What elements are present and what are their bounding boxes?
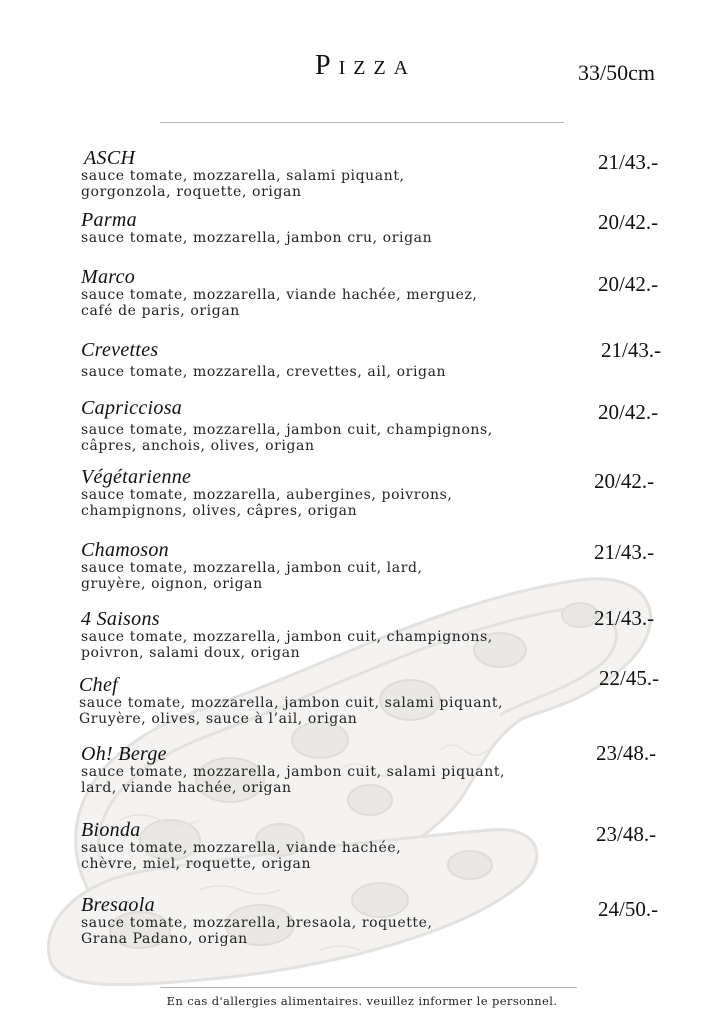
allergy-notice: En cas d'allergies alimentaires. veuillez informer le personnel. [166,994,558,1008]
menu-item-name: Bionda [81,819,141,841]
menu-item [81,210,681,246]
menu-item [81,540,681,592]
menu-item-name: Capricciosa [81,397,183,419]
menu-item-description: sauce tomate, mozzarella, jambon cuit, salami piquant, Gruyère, olives, sauce à l’ail, origan [79,695,504,727]
menu-item-price: 23/48.- [596,822,657,846]
menu-item [81,609,681,661]
menu-item-description: sauce tomate, mozzarella, jambon cuit, salami piquant, lard, viande hachée, origan [81,764,506,796]
menu-item-price: 22/45.- [599,666,660,690]
menu-item-description: sauce tomate, mozzarella, jambon cuit, champignons, câpres, anchois, olives, origan [81,422,493,454]
menu-item [81,267,681,319]
menu-item [81,820,681,872]
menu-item [81,398,681,454]
menu-item [79,675,679,727]
menu-item-name: Chef [79,674,118,696]
menu-item-name: Chamoson [81,539,169,561]
menu-item-description: sauce tomate, mozzarella, viande hachée, merguez, café de paris, origan [81,287,478,319]
menu-item [81,744,681,796]
menu-item-price: 21/43.- [601,338,662,362]
menu-item-description: sauce tomate, mozzarella, aubergines, poivrons, champignons, olives, câpres, origan [81,487,453,519]
menu-item-name: 4 Saisons [81,608,160,630]
menu-item-description: sauce tomate, mozzarella, crevettes, ail, origan [81,364,447,380]
menu-item-price: 21/43.- [594,606,655,630]
menu-title: Pizza [315,50,417,81]
menu-item-name: Parma [81,209,137,231]
menu-item-description: sauce tomate, mozzarella, jambon cru, origan [81,230,433,246]
menu-item-price: 20/42.- [598,272,659,296]
menu-item-name: Bresaola [81,894,155,916]
menu-item [81,340,681,380]
menu-item-name: Marco [81,266,136,288]
menu-item-description: sauce tomate, mozzarella, jambon cuit, lard, gruyère, oignon, origan [81,560,423,592]
menu-item-price: 20/42.- [598,400,659,424]
menu-item-description: sauce tomate, mozzarella, jambon cuit, champignons, poivron, salami doux, origan [81,629,493,661]
menu-item-price: 21/43.- [598,150,659,174]
menu-item [81,895,681,947]
menu-item [81,147,684,200]
size-label: 33/50cm [578,60,655,85]
menu-item-price: 20/42.- [594,469,655,493]
menu-item-description: sauce tomate, mozzarella, salami piquant, gorgonzola, roquette, origan [81,168,405,200]
menu-item-price: 23/48.- [596,741,657,765]
menu-item-price: 21/43.- [594,540,655,564]
footer-divider [160,987,577,988]
menu-item [81,467,681,519]
menu-item-description: sauce tomate, mozzarella, bresaola, roquette, Grana Padano, origan [81,915,433,947]
menu-item-price: 20/42.- [598,210,659,234]
menu-item-name: ASCH [84,147,136,169]
menu-item-name: Crevettes [81,339,159,361]
menu-item-name: Végétarienne [81,466,192,488]
menu-item-description: sauce tomate, mozzarella, viande hachée, chèvre, miel, roquette, origan [81,840,402,872]
menu-item-name: Oh! Berge [81,743,167,765]
menu-item-price: 24/50.- [598,897,659,921]
title-divider [160,122,564,123]
